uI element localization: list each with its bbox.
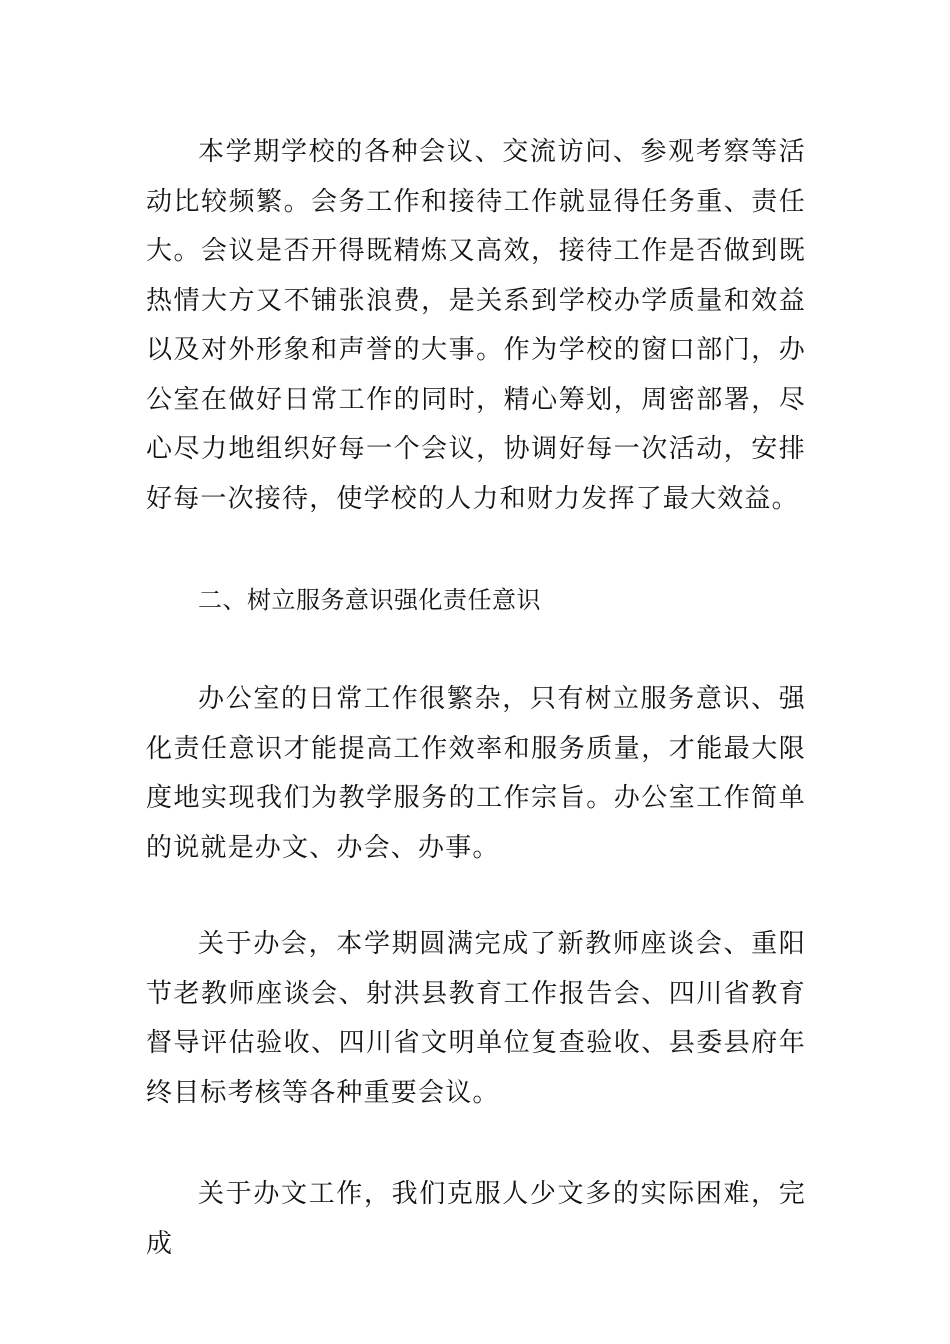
paragraph-document-work: 关于办文工作，我们克服人少文多的实际困难，完成	[146, 1179, 806, 1259]
paragraph-meeting-work: 关于办会，本学期圆满完成了新教师座谈会、重阳节老教师座谈会、射洪县教育工作报告会、四川省教育督导评估验收、四川省文明单位复查验收、县委县府年终目标考核等各种重要会议。	[146, 929, 806, 1108]
section-heading: 二、树立服务意识强化责任意识	[198, 586, 541, 614]
paragraph-service-awareness: 办公室的日常工作很繁杂，只有树立服务意识、强化责任意识才能提高工作效率和服务质量，才能最大限度地实现我们为教学服务的工作宗旨。办公室工作简单的说就是办文、办会、办事。	[146, 684, 806, 863]
paragraph-meetings-reception: 本学期学校的各种会议、交流访问、参观考察等活动比较频繁。会务工作和接待工作就显得任务重、责任大。会议是否开得既精炼又高效，接待工作是否做到既热情大方又不铺张浪费，是关系到学校办学质量和效益以及对外形象和声誉的大事。作为学校的窗口部门，办公室在做好日常工作的同时，精心筹划，周密部署，尽心尽力地组织好每一个会议，协调好每一次活动，安排好每一次接待，使学校的人力和财力发挥了最大效益。	[146, 137, 806, 514]
